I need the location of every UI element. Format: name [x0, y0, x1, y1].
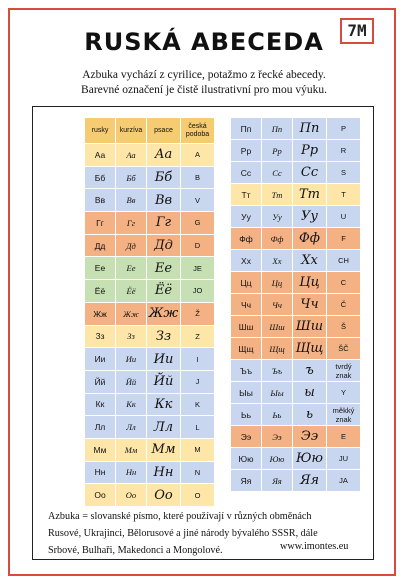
- intro-line-2: Barevné označení je čistě ilustrativní pro mou výuku.: [81, 84, 327, 96]
- cell-script: Шш: [293, 316, 327, 338]
- cell-script: Нн: [147, 461, 181, 484]
- cell-czech: I: [181, 348, 215, 371]
- footer-line-2: Rusové, Ukrajinci, Bělorusové a jiné národy bývalého SSSR, dále: [48, 528, 318, 539]
- letter-row: [231, 184, 361, 206]
- cell-italic: Щщ: [262, 338, 293, 360]
- cell-russian: Пп: [231, 118, 262, 140]
- cell-italic: Цц: [262, 272, 293, 294]
- cell-russian: Рр: [231, 140, 262, 162]
- cell-russian: Оо: [85, 484, 116, 507]
- letter-row: [85, 212, 215, 235]
- letter-row: [85, 484, 215, 507]
- cell-czech: Č: [327, 294, 361, 316]
- letter-row: [85, 234, 215, 257]
- letter-row: [231, 140, 361, 162]
- cell-italic: Ее: [116, 257, 147, 280]
- cell-italic: Ъъ: [262, 360, 293, 382]
- cell-italic: Фф: [262, 228, 293, 250]
- letter-row: [85, 438, 215, 461]
- cell-script: Щщ: [293, 338, 327, 360]
- cell-russian: Фф: [231, 228, 262, 250]
- cell-czech: T: [327, 184, 361, 206]
- letter-row: [85, 461, 215, 484]
- cell-russian: Шш: [231, 316, 262, 338]
- cell-russian: Ии: [85, 348, 116, 371]
- column-header-ceska-podoba: česká podoba: [181, 118, 215, 144]
- cell-script: Ээ: [293, 426, 327, 448]
- cell-russian: Ее: [85, 257, 116, 280]
- cell-italic: Нн: [116, 461, 147, 484]
- cell-czech: ŠČ: [327, 338, 361, 360]
- cell-czech: N: [181, 461, 215, 484]
- cell-russian: Йй: [85, 370, 116, 393]
- cell-czech: G: [181, 212, 215, 235]
- cell-script: Рр: [293, 140, 327, 162]
- cell-czech: měkký znak: [327, 404, 361, 426]
- cell-script: ы: [293, 382, 327, 404]
- letter-row: [85, 280, 215, 303]
- letter-row: [231, 448, 361, 470]
- footer-line-1: Azbuka = slovanské písmo, které používají v různých obměnách: [48, 511, 312, 522]
- cell-script: Хх: [293, 250, 327, 272]
- cell-czech: C: [327, 272, 361, 294]
- cell-italic: Оо: [116, 484, 147, 507]
- letter-row: [85, 325, 215, 348]
- letter-row: [231, 250, 361, 272]
- cell-italic: Пп: [262, 118, 293, 140]
- cell-russian: Аа: [85, 144, 116, 167]
- cell-script: Йй: [147, 370, 181, 393]
- cell-russian: Вв: [85, 189, 116, 212]
- intro-line-1: Azbuka vychází z cyrilice, potažmo z řecké abecedy.: [82, 69, 326, 81]
- cell-russian: Зз: [85, 325, 116, 348]
- cell-czech: Š: [327, 316, 361, 338]
- letter-row: [85, 370, 215, 393]
- letter-row: [85, 189, 215, 212]
- cell-russian: Уу: [231, 206, 262, 228]
- letter-row: [85, 348, 215, 371]
- column-header-rusky: rusky: [85, 118, 116, 144]
- cell-czech: Z: [181, 325, 215, 348]
- cell-russian: Дд: [85, 234, 116, 257]
- cell-italic: Сс: [262, 162, 293, 184]
- cell-russian: Мм: [85, 438, 116, 461]
- letter-row: [85, 166, 215, 189]
- letter-row: [231, 272, 361, 294]
- cell-script: Сс: [293, 162, 327, 184]
- cell-italic: Хх: [262, 250, 293, 272]
- cell-russian: Жж: [85, 302, 116, 325]
- cell-czech: K: [181, 393, 215, 416]
- table-header-left: [85, 118, 215, 144]
- cell-italic: Йй: [116, 370, 147, 393]
- cell-russian: Гг: [85, 212, 116, 235]
- cell-italic: Ьь: [262, 404, 293, 426]
- cell-italic: Юю: [262, 448, 293, 470]
- cell-russian: Лл: [85, 416, 116, 439]
- cell-script: Ии: [147, 348, 181, 371]
- cell-russian: Тт: [231, 184, 262, 206]
- cell-italic: Чч: [262, 294, 293, 316]
- cell-script: Тт: [293, 184, 327, 206]
- intro-text: [0, 68, 408, 98]
- cell-italic: Ёё: [116, 280, 147, 303]
- letter-row: [231, 404, 361, 426]
- cell-czech: R: [327, 140, 361, 162]
- cell-czech: F: [327, 228, 361, 250]
- cell-script: Вв: [147, 189, 181, 212]
- cell-italic: Аа: [116, 144, 147, 167]
- letter-row: [231, 206, 361, 228]
- cell-script: Бб: [147, 166, 181, 189]
- cell-script: Лл: [147, 416, 181, 439]
- cell-italic: Вв: [116, 189, 147, 212]
- cell-russian: Бб: [85, 166, 116, 189]
- letter-row: [231, 118, 361, 140]
- cell-italic: Шш: [262, 316, 293, 338]
- cell-italic: Лл: [116, 416, 147, 439]
- column-header-psace: psace: [147, 118, 181, 144]
- cell-italic: Дд: [116, 234, 147, 257]
- cell-russian: Юю: [231, 448, 262, 470]
- alphabet-table-right: [230, 117, 361, 492]
- cell-russian: Цц: [231, 272, 262, 294]
- cell-script: Чч: [293, 294, 327, 316]
- cell-czech: JA: [327, 470, 361, 492]
- page-title: RUSKÁ ABECEDA: [84, 28, 324, 56]
- letter-row: [231, 338, 361, 360]
- column-header-kurziva: kurzíva: [116, 118, 147, 144]
- cell-czech: D: [181, 234, 215, 257]
- cell-italic: Зз: [116, 325, 147, 348]
- cell-script: Цц: [293, 272, 327, 294]
- letter-row: [231, 360, 361, 382]
- cell-italic: Ии: [116, 348, 147, 371]
- footer-line-3: Srbové, Bulhaři, Makedonci a Mongolové.: [48, 545, 223, 556]
- cell-italic: Бб: [116, 166, 147, 189]
- cell-czech: Y: [327, 382, 361, 404]
- cell-italic: Рр: [262, 140, 293, 162]
- cell-czech: J: [181, 370, 215, 393]
- cell-russian: Ьь: [231, 404, 262, 426]
- cell-czech: O: [181, 484, 215, 507]
- cell-italic: Кк: [116, 393, 147, 416]
- cell-czech: JU: [327, 448, 361, 470]
- cell-script: Гг: [147, 212, 181, 235]
- cell-script: Юю: [293, 448, 327, 470]
- cell-italic: Мм: [116, 438, 147, 461]
- cell-italic: Жж: [116, 302, 147, 325]
- cell-czech: U: [327, 206, 361, 228]
- cell-russian: Яя: [231, 470, 262, 492]
- cell-script: ъ: [293, 360, 327, 382]
- letter-row: [231, 228, 361, 250]
- cell-czech: JE: [181, 257, 215, 280]
- cell-czech: Ž: [181, 302, 215, 325]
- cell-czech: P: [327, 118, 361, 140]
- cell-russian: Ёё: [85, 280, 116, 303]
- letter-row: [231, 316, 361, 338]
- letter-row: [85, 302, 215, 325]
- letter-row: [85, 257, 215, 280]
- cell-italic: Яя: [262, 470, 293, 492]
- cell-czech: S: [327, 162, 361, 184]
- cell-script: Жж: [147, 302, 181, 325]
- cell-czech: E: [327, 426, 361, 448]
- letter-row: [231, 470, 361, 492]
- letter-row: [85, 144, 215, 167]
- cell-script: Фф: [293, 228, 327, 250]
- cell-russian: Кк: [85, 393, 116, 416]
- website-link[interactable]: www.imontes.eu: [280, 541, 349, 552]
- cell-script: Яя: [293, 470, 327, 492]
- cell-russian: Хх: [231, 250, 262, 272]
- cell-script: Уу: [293, 206, 327, 228]
- cell-script: Кк: [147, 393, 181, 416]
- cell-czech: JO: [181, 280, 215, 303]
- cell-script: Ее: [147, 257, 181, 280]
- letter-row: [85, 393, 215, 416]
- cell-script: Дд: [147, 234, 181, 257]
- cell-italic: Ыы: [262, 382, 293, 404]
- cell-russian: Нн: [85, 461, 116, 484]
- cell-russian: Щщ: [231, 338, 262, 360]
- cell-script: Зз: [147, 325, 181, 348]
- cell-script: Пп: [293, 118, 327, 140]
- cell-italic: Тт: [262, 184, 293, 206]
- cell-czech: M: [181, 438, 215, 461]
- cell-czech: CH: [327, 250, 361, 272]
- alphabet-table-left: [84, 117, 215, 507]
- letter-row: [231, 294, 361, 316]
- cell-script: Ёё: [147, 280, 181, 303]
- cell-czech: A: [181, 144, 215, 167]
- cell-russian: Ыы: [231, 382, 262, 404]
- cell-script: Мм: [147, 438, 181, 461]
- cell-italic: Ээ: [262, 426, 293, 448]
- letter-row: [85, 416, 215, 439]
- cell-czech: L: [181, 416, 215, 439]
- cell-italic: Гг: [116, 212, 147, 235]
- cell-italic: Уу: [262, 206, 293, 228]
- cell-russian: Чч: [231, 294, 262, 316]
- cell-russian: Сс: [231, 162, 262, 184]
- cell-czech: tvrdý znak: [327, 360, 361, 382]
- cell-russian: Ъъ: [231, 360, 262, 382]
- cell-czech: V: [181, 189, 215, 212]
- logo: 7M: [340, 18, 374, 44]
- cell-script: Оо: [147, 484, 181, 507]
- cell-script: ь: [293, 404, 327, 426]
- cell-czech: B: [181, 166, 215, 189]
- cell-russian: Ээ: [231, 426, 262, 448]
- letter-row: [231, 382, 361, 404]
- cell-script: Аа: [147, 144, 181, 167]
- letter-row: [231, 426, 361, 448]
- letter-row: [231, 162, 361, 184]
